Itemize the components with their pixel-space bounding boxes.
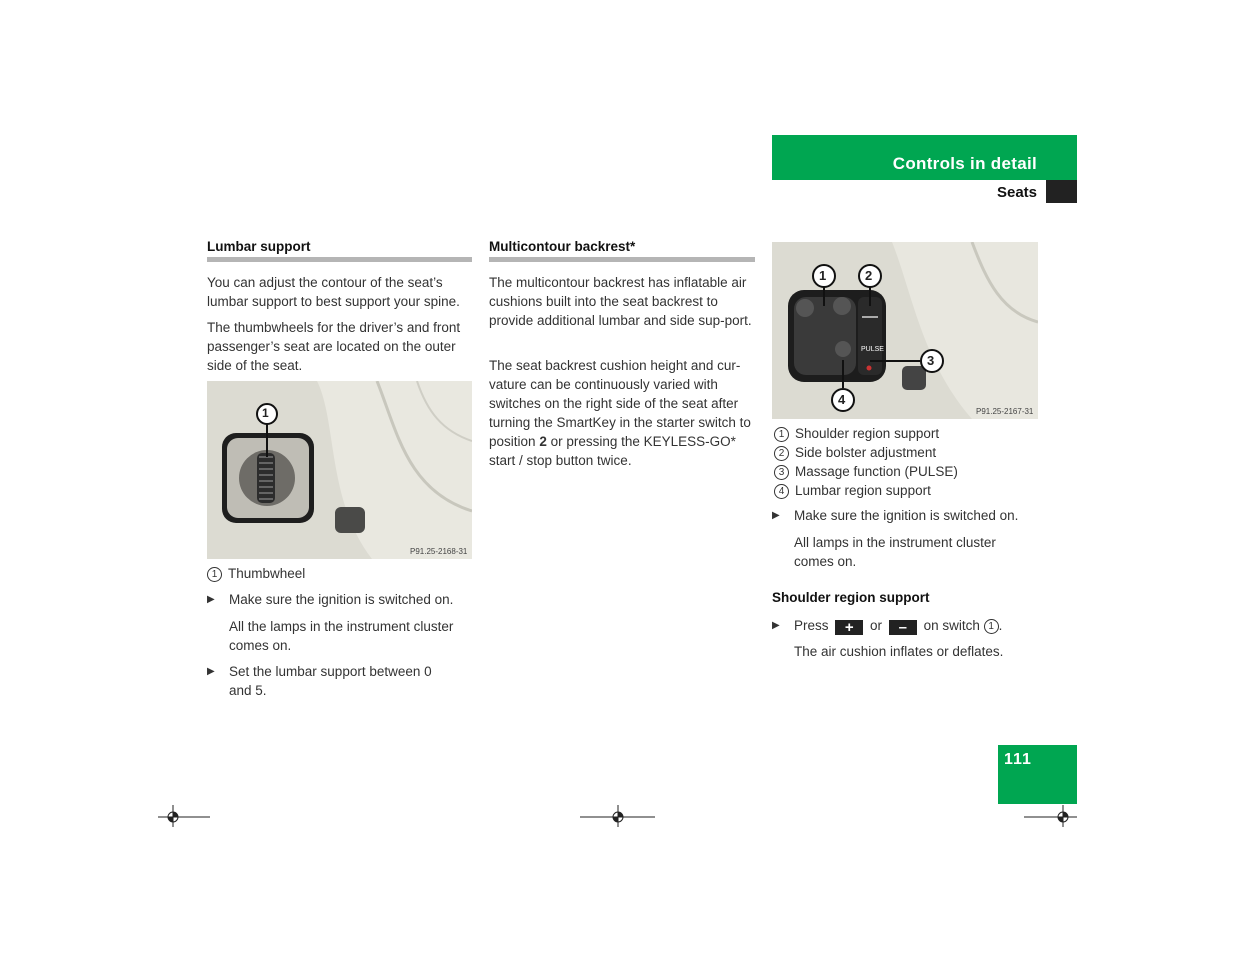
on-switch-text: on switch	[923, 618, 980, 633]
step-set-lumbar	[207, 662, 457, 700]
chapter-title: Controls in detail	[892, 154, 1037, 173]
operation-text: The seat backrest cushion height and cur-vature can be continuously varied with switches on the right side of the seat after turning the SmartKey in the starter switch to position	[489, 358, 751, 449]
step-text: Make sure the ignition is switched on.	[229, 592, 454, 607]
legend-item	[774, 481, 958, 500]
legend-item	[774, 443, 958, 462]
legend-item	[774, 462, 958, 481]
section-title: Seats	[996, 184, 1037, 201]
bullet-arrow-icon: ▶	[772, 510, 780, 521]
heading-rule	[207, 257, 472, 262]
crop-mark-icon	[580, 803, 656, 827]
switch-number: 1	[984, 619, 999, 634]
step-ignition	[207, 590, 475, 609]
legend-label: Lumbar region support	[795, 483, 931, 498]
page-number-tab	[998, 745, 1077, 804]
step-result: The air cushion inflates or deflates.	[794, 644, 1004, 659]
page-number: 111	[1004, 751, 1032, 768]
lumbar-support-heading: Lumbar support	[207, 239, 311, 254]
key-position: 2	[539, 434, 547, 449]
callout-1: 1	[819, 268, 827, 283]
operation-text-end: or pressing the KEYLESS-GO* start / stop button twice.	[489, 434, 736, 468]
crop-mark-icon	[158, 803, 212, 827]
legend-label: Side bolster adjustment	[795, 445, 937, 460]
bullet-arrow-icon: ▶	[772, 620, 780, 631]
thumbwheel-location: The thumbwheels for the driver’s and front passenger’s seat are located on the outer side of the seat.	[207, 320, 461, 373]
legend-number: 1	[207, 567, 222, 582]
lumbar-intro: You can adjust the contour of the seat’s lumbar support to best support your spine.	[207, 275, 460, 309]
legend-number: 1	[774, 427, 789, 442]
pulse-label: PULSE	[861, 346, 884, 353]
legend-label: Shoulder region support	[795, 426, 940, 441]
press-end: .	[998, 618, 1003, 633]
step-result: All the lamps in the instrument cluster comes on.	[229, 619, 454, 653]
or-word: or	[870, 618, 883, 633]
legend-item	[774, 424, 958, 443]
thumbwheel-photo	[207, 381, 472, 559]
multicontour-heading: Multicontour backrest*	[489, 239, 636, 254]
crop-mark-icon	[1024, 803, 1078, 827]
multicontour-switch-photo	[772, 242, 1038, 419]
multicontour-intro: The multicontour backrest has inflatable air cushions built into the seat backrest to provide additional lumbar and side sup-port.	[489, 275, 752, 328]
multicontour-illustration	[772, 242, 1038, 419]
section-marker	[1046, 180, 1077, 203]
step-text: Set the lumbar support between 0 and 5.	[229, 664, 432, 698]
thumbwheel-illustration	[207, 381, 472, 559]
shoulder-support-heading: Shoulder region support	[772, 590, 930, 605]
callout-4: 4	[838, 392, 846, 407]
heading-rule	[489, 257, 755, 262]
callout-3: 3	[927, 353, 935, 368]
step-text: Make sure the ignition is switched on.	[794, 508, 1019, 523]
press-word: Press	[794, 618, 829, 633]
figure-code: P91.25-2167-31	[976, 407, 1034, 416]
legend-label: Massage function (PULSE)	[795, 464, 958, 479]
chapter-banner	[772, 135, 1077, 180]
step-ignition-right	[772, 506, 1042, 525]
bullet-arrow-icon: ▶	[207, 666, 215, 677]
step-text	[794, 616, 1042, 635]
bullet-arrow-icon: ▶	[207, 594, 215, 605]
legend-number: 4	[774, 484, 789, 499]
step-press-switch	[772, 616, 1042, 635]
legend-thumbwheel	[207, 564, 305, 583]
multicontour-operation	[489, 356, 757, 470]
figure-code: P91.25-2168-31	[410, 547, 468, 556]
legend-list	[774, 424, 958, 500]
step-result: All lamps in the instrument cluster comes on.	[794, 535, 996, 569]
legend-number: 3	[774, 465, 789, 480]
plus-key-icon: +	[835, 620, 863, 635]
minus-key-icon: –	[889, 620, 917, 635]
callout-2: 2	[865, 268, 873, 283]
callout-1: 1	[262, 406, 269, 420]
legend-label: Thumbwheel	[228, 566, 306, 581]
legend-number: 2	[774, 446, 789, 461]
